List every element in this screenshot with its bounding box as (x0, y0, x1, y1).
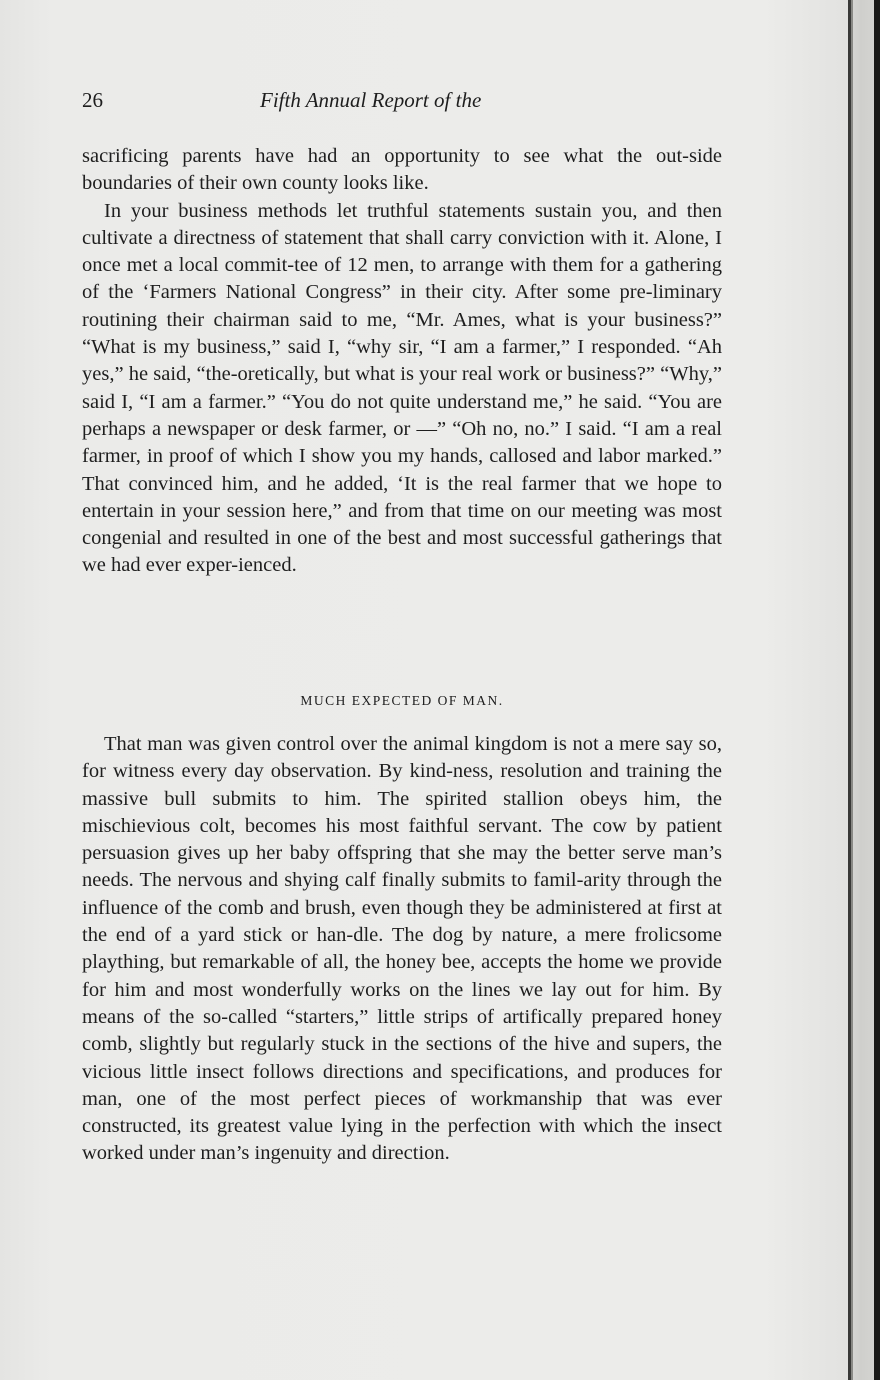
body-text-bottom (82, 731, 722, 1168)
binding-shadow (851, 0, 853, 1380)
page-number: 26 (82, 88, 103, 112)
section-heading: MUCH EXPECTED OF MAN. (300, 693, 504, 708)
paragraph-business-methods: In your business methods let truthful statements sustain you, and then cultivate a directness of statement that shall carry conviction with it. Alone, I once met a local commit-tee of 12 men, to arrange with them for a gathering of the ‘Farmers National Congress” in their city. After some pre-liminary routining their chairman said to me, “Mr. Ames, what is your business?” “What is my business,” said I, “why sir, “I am a farmer,” I responded. “Ah yes,” he said, “the-oretically, but what is your real work or business?” “Why,” said I, “I am a farmer.” “You do not quite understand me,” he said. “You are perhaps a newspaper or desk farmer, or —” “Oh no, no.” I said. “I am a real farmer, in proof of which I show you my hands, callosed and labor marked.” That convinced him, and he added, ‘It is the real farmer that we hope to entertain in your session here,” and from that time on our meeting was most congenial and resulted in one of the best and most successful gatherings that we had ever exper-ienced. (82, 199, 722, 577)
paragraph-animal-kingdom: That man was given control over the animal kingdom is not a mere say so, for witness every day observation. By kind-ness, resolution and training the massive bull submits to him. The spirited stallion obeys him, the mischievious colt, becomes his most faithful servant. The cow by patient persuasion gives up her baby offspring that she may the better serve man’s needs. The nervous and shying calf finally submits to famil-arity through the influence of the comb and brush, even though they be administered at first at the end of a yard stick or han-dle. The dog by nature, a mere frolicsome plaything, but remarkable of all, the honey bee, accepts the home we provide for him and most wonderfully works on the lines we lay out for him. By means of the so-called “starters,” little strips of artifically prepared honey comb, slightly but regularly stuck in the sections of the hive and supers, the vicious little insect follows directions and specifications, and produces for man, one of the most perfect pieces of workmanship that was ever constructed, its greatest value lying in the perfection with which the insect worked under man’s ingenuity and direction. (82, 733, 722, 1165)
body-text-top (82, 143, 722, 580)
binding-edge (874, 0, 880, 1380)
running-head: Fifth Annual Report of the (260, 88, 482, 112)
paragraph-continued: sacrificing parents have had an opportunity to see what the out-side boundaries of their own county looks like. (82, 145, 722, 195)
page-header (82, 88, 722, 118)
